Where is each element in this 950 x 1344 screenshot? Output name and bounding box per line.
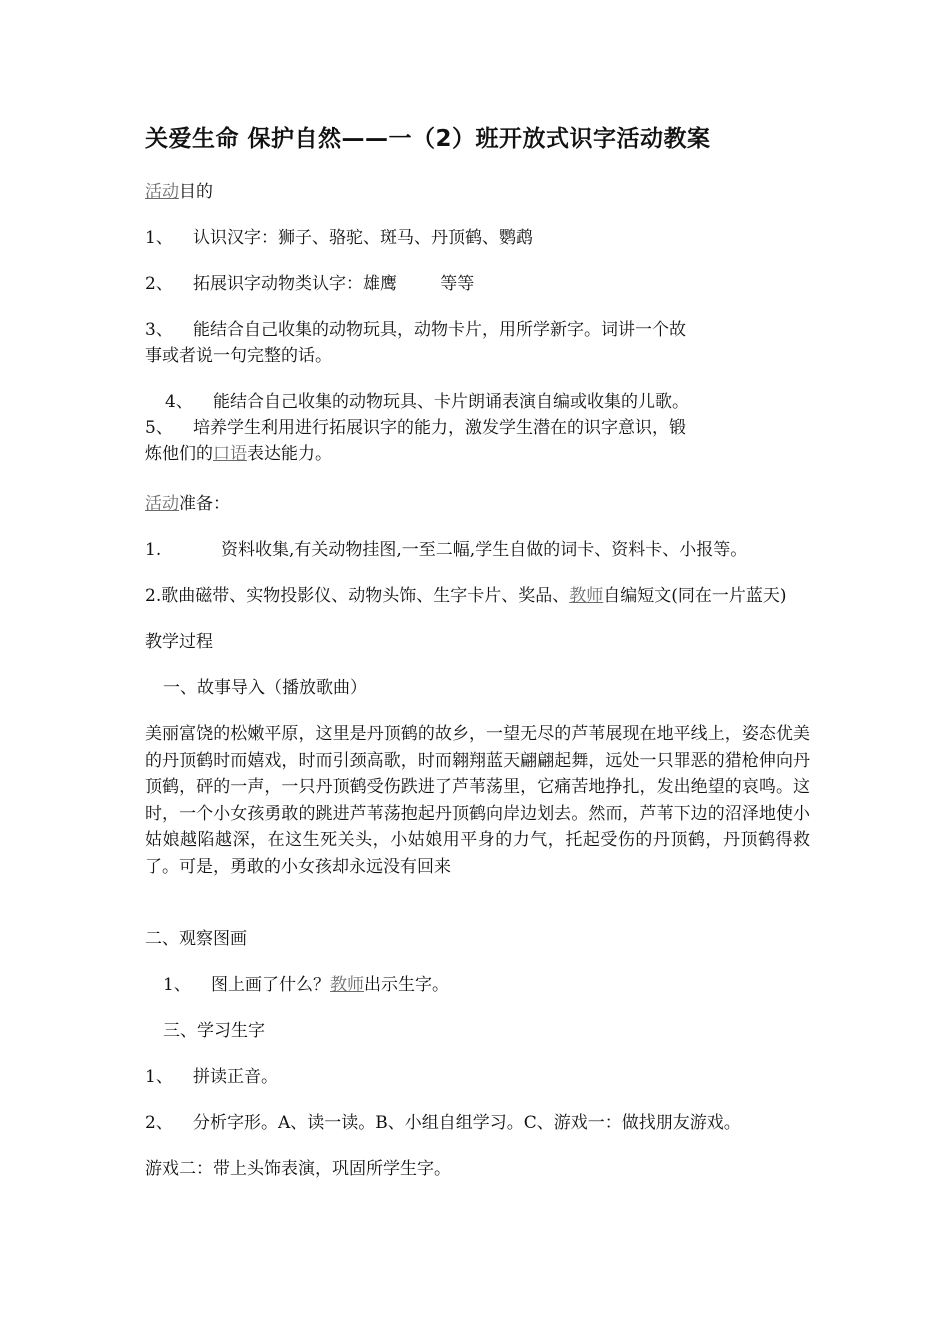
section-1-heading: 一、故事导入（播放歌曲） [163, 678, 367, 698]
game-two-text: 游戏二：带上头饰表演，巩固所学生字。 [145, 1159, 451, 1179]
objective-item-1: 1、 认识汉字：狮子、骆驼、斑马、丹顶鹤、鹦鹉 [145, 228, 533, 248]
section-3-item-1: 1、 拼读正音。 [145, 1067, 278, 1087]
objective-item-5-cont: 炼他们的口语表达能力。 [145, 444, 332, 464]
activity-link[interactable]: 活动 [145, 494, 179, 514]
objectives-heading: 活动目的 [145, 182, 213, 202]
prep-item-1: 1. 资料收集,有关动物挂图,一至二幅,学生自做的词卡、资料卡、小报等。 [145, 540, 748, 560]
section-2-item-1: 1、 图上画了什么？教师出示生字。 [163, 975, 449, 995]
section-3-item-2: 2、 分析字形。A、读一读。B、小组自组学习。C、游戏一：做找朋友游戏。 [145, 1113, 741, 1133]
activity-link[interactable]: 活动 [145, 182, 179, 202]
teacher-link[interactable]: 教师 [569, 586, 604, 606]
document-page [145, 120, 810, 1182]
teacher-link[interactable]: 教师 [330, 975, 364, 995]
section-2-heading: 二、观察图画 [145, 929, 247, 949]
objective-item-4: 4、 能结合自己收集的动物玩具、卡片朗诵表演自编或收集的儿歌。 [165, 392, 689, 412]
document-title: 关爱生命 保护自然——一（2）班开放式识字活动教案 [145, 126, 711, 152]
story-paragraph: 美丽富饶的松嫩平原，这里是丹顶鹤的故乡，一望无尽的芦苇展现在地平线上，姿态优美的丹顶鹤时而嬉戏，时而引颈高歌，时而翱翔蓝天翩翩起舞，远处一只罪恶的猎枪伸向丹顶鹤，砰的一声，一只丹顶鹤受伤跌进了芦苇荡里，它痛苦地挣扎，发出绝望的哀鸣。这时，一个小女孩勇敢的跳进芦苇荡抱起丹顶鹤向岸边划去。然而，芦苇下边的沼泽地使小姑娘越陷越深，在这生死关头，小姑娘用平身的力气，托起受伤的丹顶鹤，丹顶鹤得救了。可是，勇敢的小女孩却永远没有回来 [145, 724, 810, 877]
prep-item-2: 2.歌曲磁带、实物投影仪、动物头饰、生字卡片、奖品、教师自编短文(同在一片蓝天) [145, 586, 787, 606]
objective-item-3: 3、 能结合自己收集的动物玩具，动物卡片，用所学新字。词讲一个故 [145, 320, 686, 340]
objective-item-3-cont: 事或者说一句完整的话。 [145, 346, 332, 366]
objective-item-2: 2、 拓展识字动物类认字：雄鹰 等等 [145, 274, 475, 294]
objective-item-5: 5、 培养学生利用进行拓展识字的能力，激发学生潜在的识字意识，锻 [145, 418, 686, 438]
process-heading: 教学过程 [145, 632, 213, 652]
section-3-heading: 三、学习生字 [163, 1021, 265, 1041]
oral-language-link[interactable]: 口语 [213, 444, 247, 464]
prep-heading: 活动准备： [145, 494, 230, 514]
